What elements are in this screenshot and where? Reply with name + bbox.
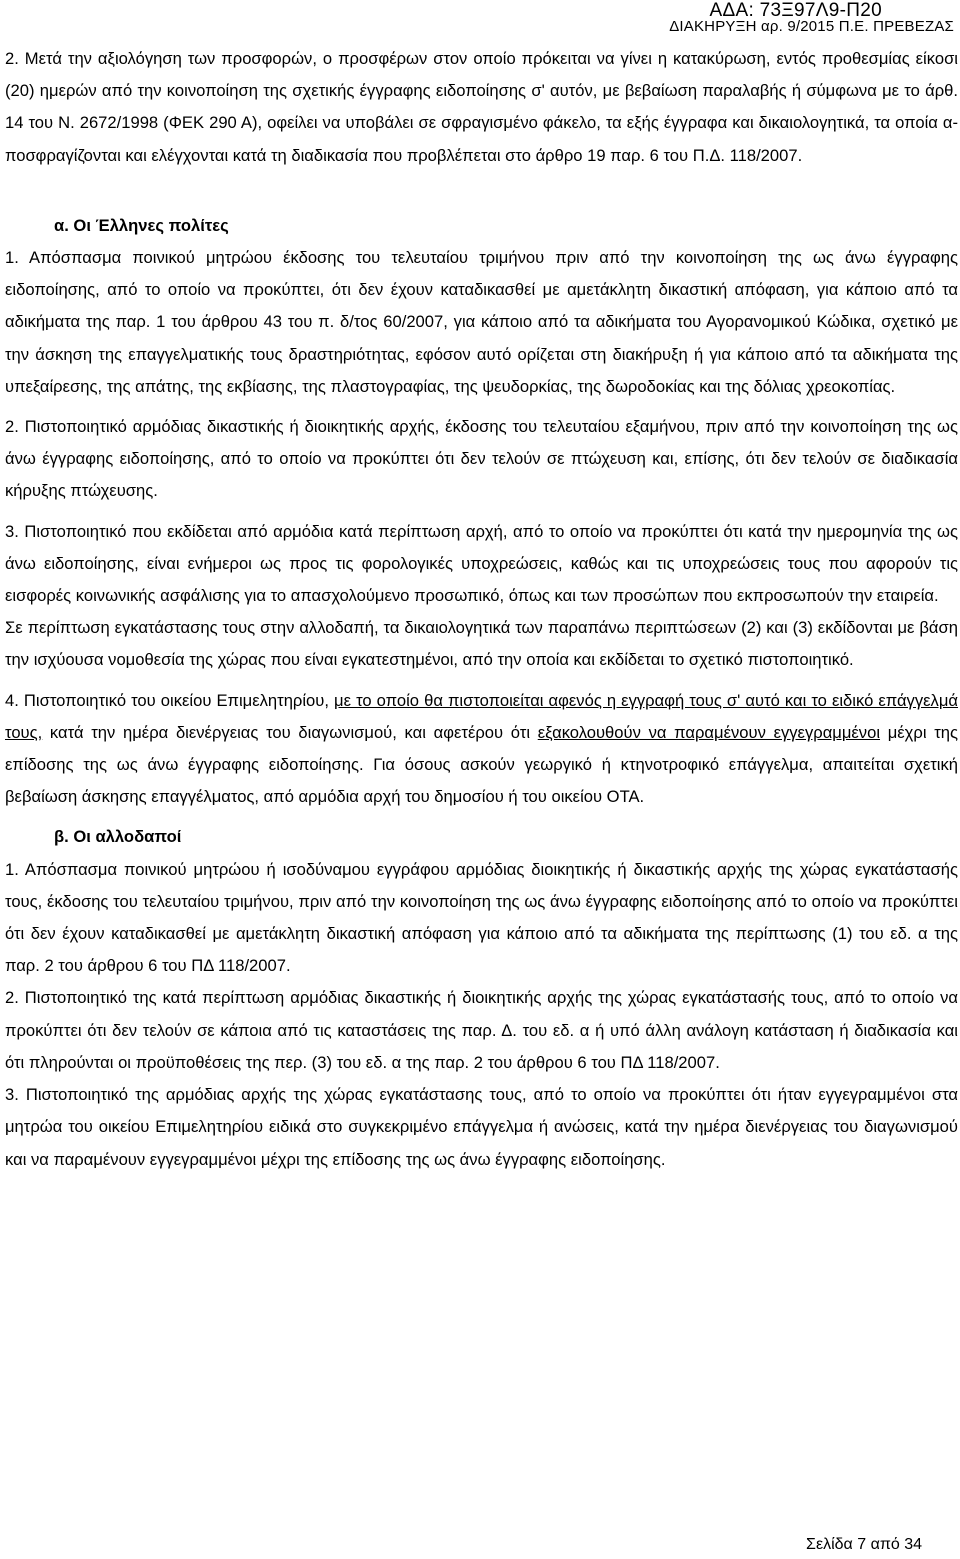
greek-item-4-lead: 4. Πιστοποιητικό του οικείου Επιμελητηρίου, <box>5 690 335 710</box>
greek-item-4-middle: κατά την ημέρα διενέργειας του διαγωνισμού, και αφετέρου ότι <box>42 722 538 742</box>
intro-paragraph: 2. Μετά την αξιολόγηση των προσφορών, ο προσφέρων στον οποίο πρόκειται να γίνει η κατακύρωση, εντός προθεσμίας είκοσι (20) ημερών από την κοινοποίηση της σχετικής έγγραφης ειδοποίησης σ' αυτόν, με βεβαίωση παραλαβής ή σύμφωνα με το άρθ. 14 του Ν. 2672/1998 (ΦΕΚ 290 Α), οφείλει να υποβάλει σε σφραγισμένο φάκελο, τα εξής έγγραφα και δικαιολογητικά, τα οποία αποσφραγίζονται και ελέγχονται κατά τη διαδικασία που προβλέπεται στο άρθρο 19 παρ. 6 του Π.Δ. 118/2007. <box>5 49 958 165</box>
ada-code: ΑΔΑ: 73Ξ97Λ9-Π20 <box>709 0 882 21</box>
greek-item-1: 1. Απόσπασμα ποινικού μητρώου έκδοσης του τελευταίου τριμήνου πριν από την κοινοποίηση της ως άνω έγγραφης ειδοποίησης, από το οποίο να προκύπτει, ότι δεν έχουν καταδικασθεί με αμετάκλητη δικαστική απόφαση, για κάποιο από τα αδικήματα της παρ. 1 του άρθρου 43 του π. δ/τος 60/2007, για κάποιο από τα αδικήματα του Αγορανομικού Κώδικα, σχετικό με την άσκηση της επαγγελματικής τους δραστηριότητας, εφόσον αυτό ορίζεται στη διακήρυξη ή για κάποιο από τα αδικήματα της υπεξαίρεσης, της απάτης, της εκβίασης, της πλαστογραφίας, της ψευδορκίας, της δωροδοκίας και της δόλιας χρεοκοπίας. <box>5 248 958 396</box>
greek-item-4-tail: μέχρι της επίδοσης της ως άνω έγγραφης ειδοποίησης. Για όσους ασκούν γεωργικό ή κτηνοτροφικό επάγγελμα, απαιτείται σχετική βεβαίωση άσκησης επαγγέλματος, από αρμόδια αρχή του δημοσίου ή του οικείου ΟΤΑ. <box>5 722 958 807</box>
tender-reference: ΔΙΑΚΗΡΥΞΗ αρ. 9/2015 Π.Ε. ΠΡΕΒΕΖΑΣ <box>669 18 954 35</box>
foreign-item-1: 1. Απόσπασμα ποινικού μητρώου ή ισοδύναμου εγγράφου αρμόδιας διοικητικής ή δικαστικής αρχής της χώρας εγκατάστασής τους, έκδοσης του τελευταίου τριμήνου, πριν από την κοινοποίηση της ως άνω έγγραφης ειδοποίησης από το οποίο να προκύπτει ότι δεν έχουν καταδικασθεί με αμετάκλητη δικαστική απόφαση για κάποιο από τα αδικήματα της περίπτωσης (1) του εδ. α της παρ. 2 του άρθρου 6 του ΠΔ 118/2007. <box>5 859 958 976</box>
greek-item-4-underline-2: εξακολουθούν να παραμένουν εγγεγραμμένοι <box>537 722 881 742</box>
foreign-item-3: 3. Πιστοποιητικό της αρμόδιας αρχής της χώρας εγκατάστασης τους, από το οποίο να προκύπτει ότι ήταν εγγεγραμμένοι στα μητρώα του οικείου Επιμελητηρίου ειδικά στο συγκεκριμένο επάγγελμα ή ανώσεις, κατά την ημέρα διενέργειας του διαγωνισμού και να παραμένουν εγγεγραμμένοι μέχρι της επίδοσης της ως άνω έγγραφης ειδοποίησης. <box>5 1085 958 1169</box>
greek-item-2: 2. Πιστοποιητικό αρμόδιας δικαστικής ή διοικητικής αρχής, έκδοσης του τελευταίου εξαμήνου, πριν από την κοινοποίηση της ως άνω έγγραφης ειδοποίησης, από το οποίο να προκύπτει ότι δεν τελούν σε πτώχευση και, επίσης, ότι δεν τελούν σε διαδικασία κήρυξης πτώχευσης. <box>5 417 958 501</box>
section-heading-greek-citizens: α. Οι Έλληνες πολίτες <box>54 215 229 235</box>
page-number: Σελίδα 7 από 34 <box>806 1536 922 1553</box>
foreign-item-2: 2. Πιστοποιητικό της κατά περίπτωση αρμόδιας δικαστικής ή διοικητικής αρχής της χώρας εγκατάστασής τους, από το οποίο να προκύπτει ότι δεν τελούν σε κάποια από τις καταστάσεις της παρ. Δ. του εδ. α ή υπό άλλη ανάλογη κατάσταση ή διαδικασία και ότι πληρούνται οι προϋποθέσεις της περ. (3) του εδ. α της παρ. 2 του άρθρου 6 του ΠΔ 118/2007. <box>5 988 958 1072</box>
document-body <box>5 43 958 1176</box>
greek-item-3-note: Σε περίπτωση εγκατάστασης τους στην αλλοδαπή, τα δικαιολογητικά των παραπάνω περιπτώσεων (2) και (3) εκδίδονται με βάση την ισχύουσα νομοθεσία της χώρας που είναι εγκατεστημένοι, από την οποία και εκδίδεται το σχετικό πιστοποιητικό. <box>5 618 958 670</box>
section-heading-foreigners: β. Οι αλλοδαποί <box>54 827 182 847</box>
greek-item-4-underline-1: με το οποίο θα πιστοποιείται αφενός η εγγραφή τους σ' αυτό και το ειδικό επάγγελμά τους, <box>5 690 959 742</box>
greek-item-3: 3. Πιστοποιητικό που εκδίδεται από αρμόδια κατά περίπτωση αρχή, από το οποίο να προκύπτει ότι κατά την ημερομηνία της ως άνω ειδοποίησης, είναι ενήμεροι ως προς τις φορολογικές υποχρεώσεις, καθώς και τις υποχρεώσεις τους που αφορούν τις εισφορές κοινωνικής ασφάλισης για το απασχολούμενο προσωπικό, όπως και των προσώπων που εκπροσωπούν την εταιρεία. <box>5 521 958 606</box>
greek-item-4 <box>5 685 958 814</box>
